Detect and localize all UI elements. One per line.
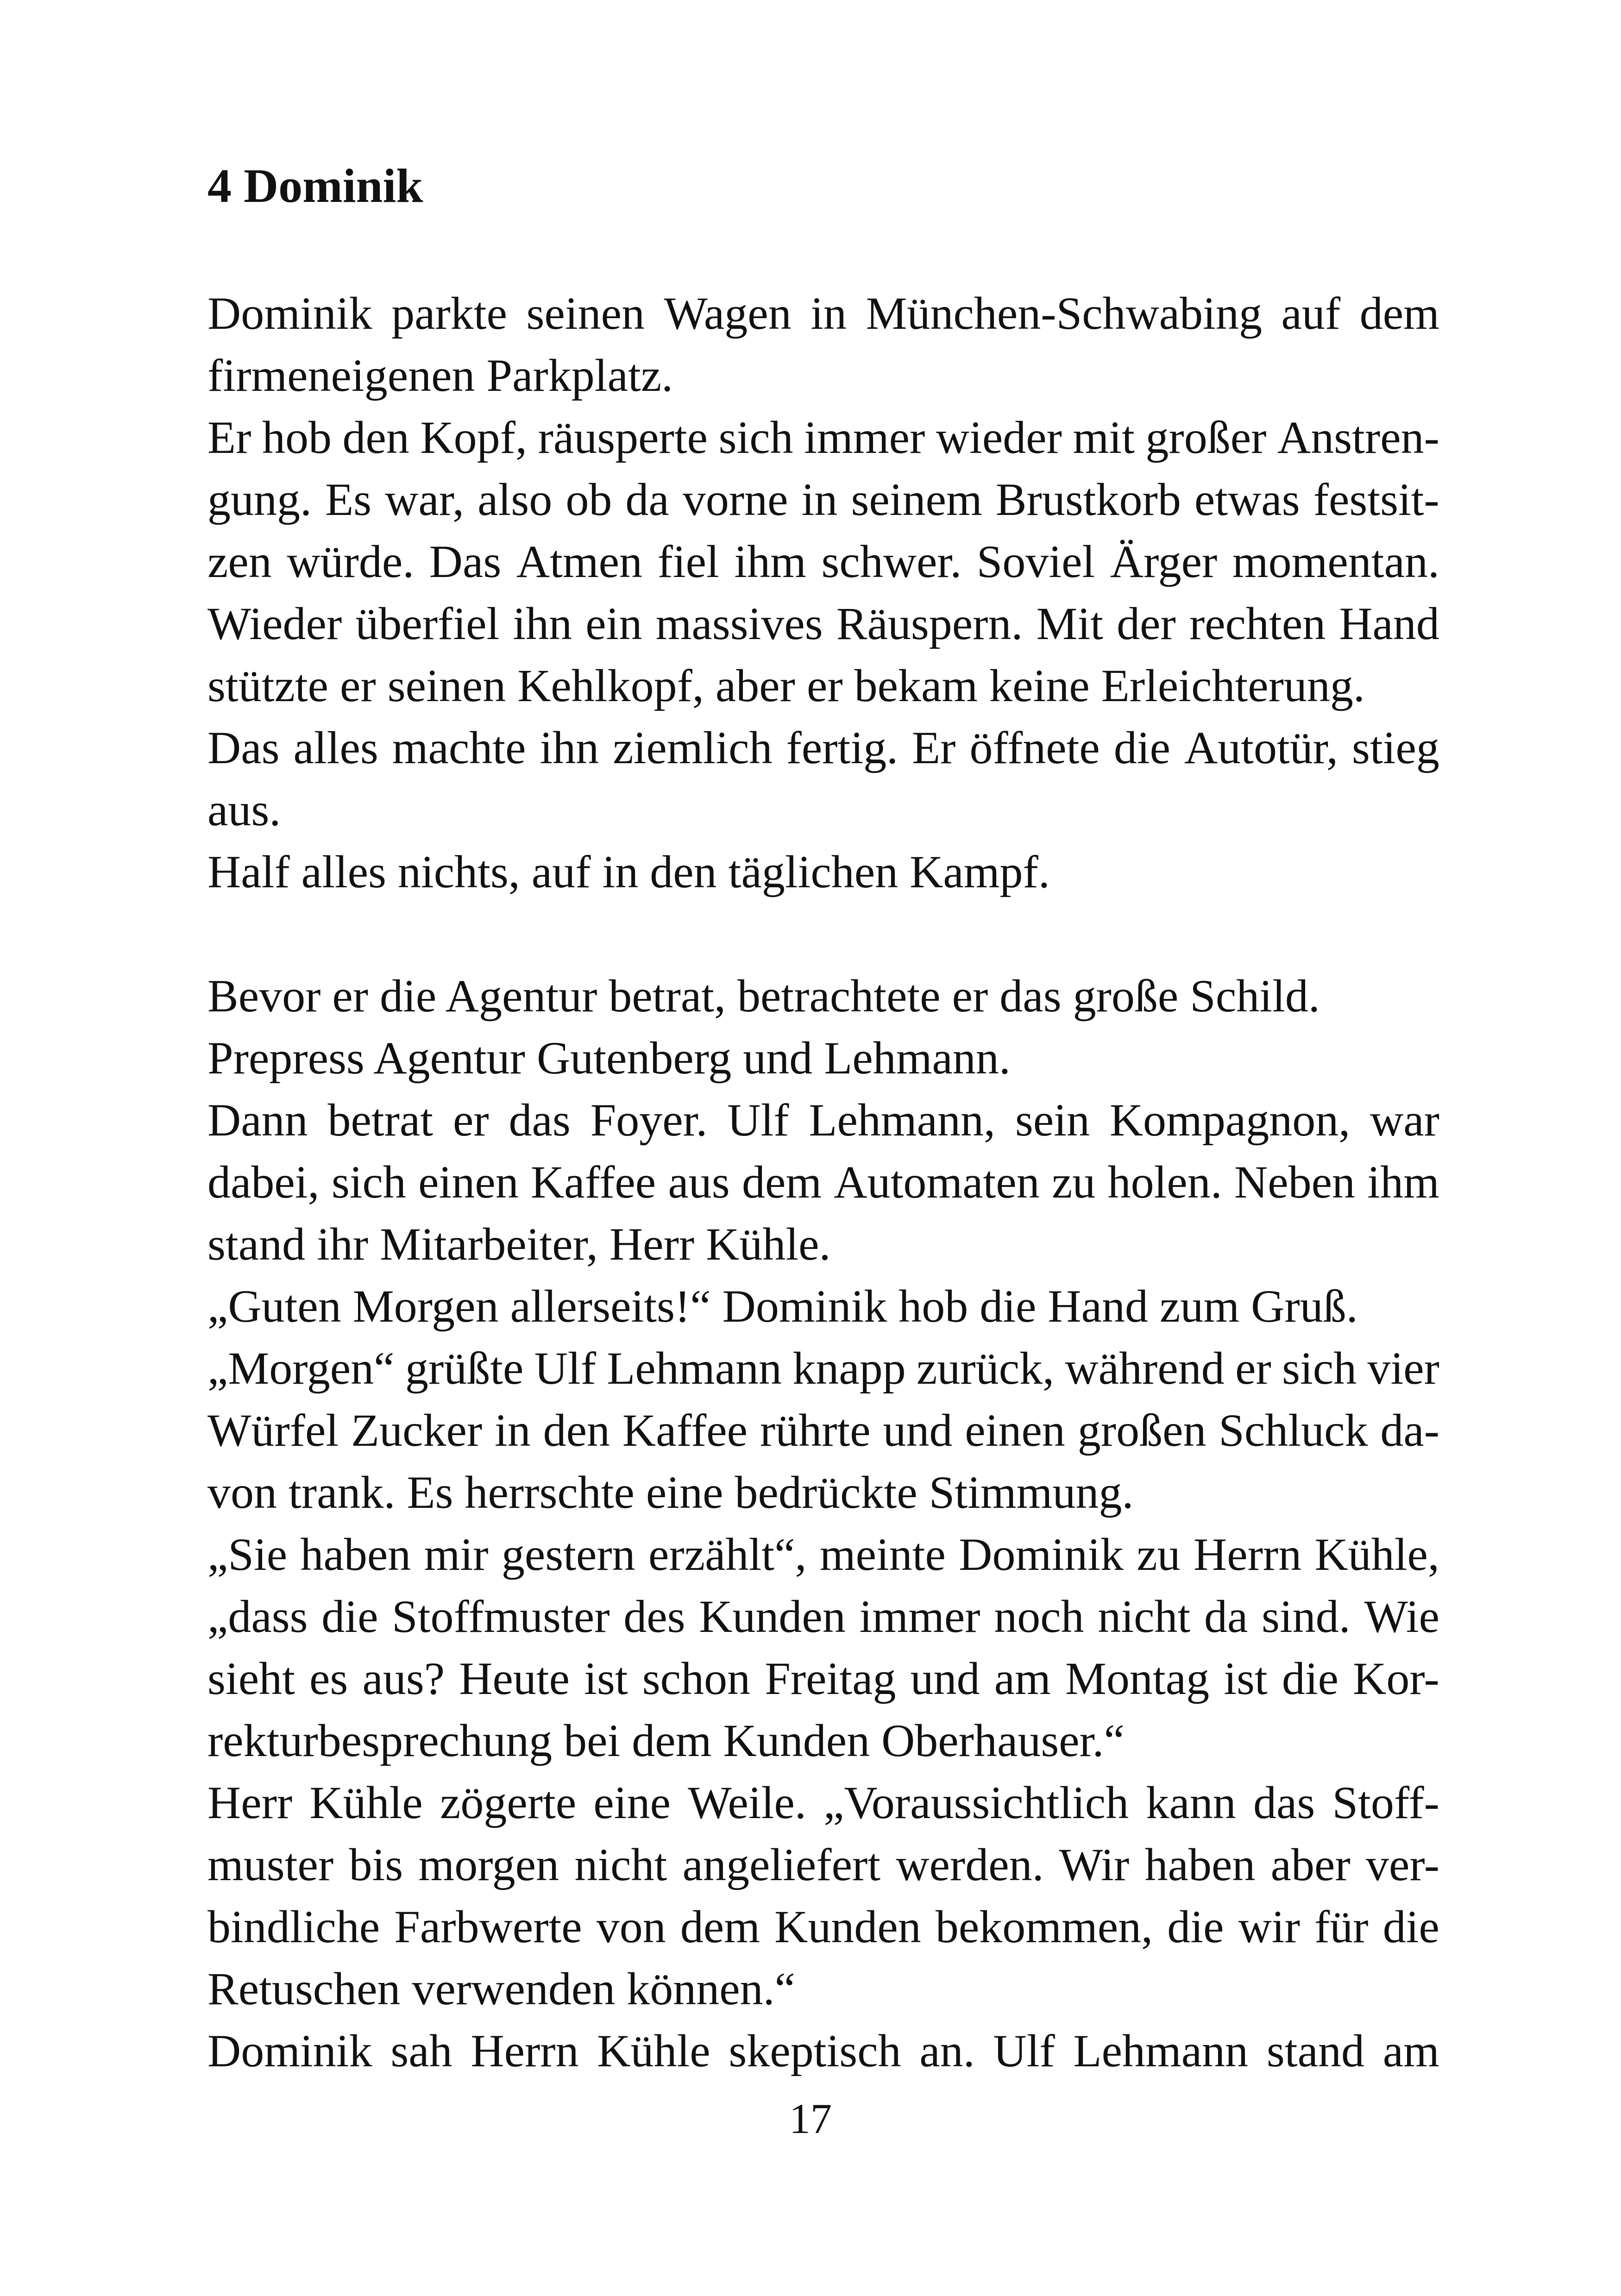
word: Kaffee [530, 1156, 656, 1208]
word: Ulf [534, 1342, 597, 1394]
word: er [1235, 1342, 1271, 1394]
word: sah [390, 2025, 452, 2076]
chapter-title: 4 Dominik [207, 159, 423, 213]
word: knapp [792, 1342, 906, 1394]
word: Kaffee [622, 1405, 748, 1456]
text-line [207, 1399, 1439, 1462]
word: da [625, 474, 669, 525]
text-line [207, 1524, 1439, 1586]
word: Ulf [993, 2025, 1055, 2076]
word: gestern [501, 1529, 635, 1580]
word: des [623, 1591, 685, 1642]
word: den [342, 412, 409, 463]
word: morgen [418, 1839, 559, 1890]
word: ist [584, 1653, 628, 1704]
word: Räuspern. [836, 598, 1023, 649]
word: momentan. [1232, 536, 1439, 587]
word: während [1065, 1342, 1225, 1394]
word: da- [1380, 1405, 1439, 1456]
word: Atmen [516, 536, 643, 587]
word: ihn [513, 598, 572, 649]
word: sind. [1262, 1591, 1351, 1642]
line-text: stützte er seinen Kehlkopf, aber er bekam keine Erleichterung. [207, 660, 1365, 711]
line-text: von trank. Es herrschte eine bedrückte Stimmung. [207, 1467, 1134, 1518]
word: Lehmann, [809, 1094, 996, 1146]
word: Kompagnon, [1109, 1094, 1351, 1146]
word: einen [965, 1405, 1065, 1456]
word: räusperte [538, 412, 708, 463]
word: grüßte [405, 1342, 524, 1394]
word: Automaten [834, 1156, 1040, 1208]
word: vorne [682, 474, 788, 525]
text-line [207, 593, 1439, 655]
word: erzählt“, [648, 1529, 807, 1580]
word: großer [1145, 412, 1267, 463]
text-line [207, 1896, 1439, 1958]
word: Schluck [1219, 1405, 1368, 1456]
word: mit [1073, 412, 1135, 463]
word: Er [207, 412, 251, 463]
word: die [1382, 1901, 1439, 1952]
line-text: firmeneigenen Parkplatz. [207, 350, 673, 401]
word: Kühle, [1314, 1529, 1439, 1580]
word: nicht [574, 1839, 667, 1890]
word: kann [1146, 1777, 1236, 1828]
word: Neben [1234, 1156, 1356, 1208]
word: machte [392, 722, 526, 773]
word: Herr [207, 1777, 293, 1828]
word: Freitag [765, 1653, 896, 1704]
word: Kühle [309, 1777, 423, 1828]
word: Anstren- [1277, 412, 1439, 463]
line-text: Prepress Agentur Gutenberg und Lehmann. [207, 1032, 1011, 1084]
body-text [207, 282, 1439, 2082]
word: Kor- [1353, 1653, 1439, 1704]
word: holen. [1107, 1156, 1222, 1208]
word: sein [1015, 1094, 1090, 1146]
word: Heute [459, 1653, 570, 1704]
word: haben [300, 1529, 411, 1580]
word: zu [1137, 1529, 1181, 1580]
word: war, [385, 474, 465, 525]
word: Wagen [664, 288, 792, 339]
word: „Morgen“ [207, 1342, 395, 1394]
word: Er [912, 722, 956, 773]
word: immer [859, 1591, 980, 1642]
line-text: „Guten Morgen allerseits!“ Dominik hob die Hand zum Gruß. [207, 1280, 1358, 1332]
word: zu [1051, 1156, 1096, 1208]
word: fiel [657, 536, 719, 587]
word: die [1282, 1653, 1339, 1704]
word: ziemlich [613, 722, 773, 773]
word: Weile. [688, 1777, 806, 1828]
word: es [309, 1653, 348, 1704]
word: rechten [1189, 598, 1326, 649]
word: zurück, [917, 1342, 1055, 1394]
word: Ulf [727, 1094, 789, 1146]
word: dem [1359, 288, 1439, 339]
word: Zucker [351, 1405, 483, 1456]
text-line [207, 407, 1439, 469]
text-line [207, 1275, 1439, 1337]
text-line [207, 1834, 1439, 1896]
page-number: 17 [789, 2095, 832, 2142]
word: skeptisch [729, 2025, 901, 2076]
word: die [1113, 722, 1170, 773]
word: seinen [526, 288, 645, 339]
word: ver- [1366, 1839, 1439, 1890]
word: „Voraussichtlich [823, 1777, 1129, 1828]
word: hob [262, 412, 332, 463]
word: also [478, 474, 553, 525]
text-line [207, 2020, 1439, 2082]
word: großen [1077, 1405, 1206, 1456]
word: immer [804, 412, 925, 463]
word: Wie [1364, 1591, 1439, 1642]
text-line [207, 1586, 1439, 1648]
word: aus [668, 1156, 730, 1208]
word: sieht [207, 1653, 295, 1704]
word: Herrn [471, 2025, 579, 2076]
word: Kunden [699, 1591, 846, 1642]
word: sich [718, 412, 793, 463]
word: Dominik [207, 288, 372, 339]
text-line [207, 1213, 1439, 1275]
word: dabei, [207, 1156, 320, 1208]
word: Mit [1036, 598, 1104, 649]
word: Brustkorb [995, 474, 1181, 525]
word: der [1117, 598, 1176, 649]
word: ihn [540, 722, 599, 773]
line-text: aus. [207, 784, 281, 835]
text-line [207, 1648, 1439, 1710]
word: Lehmann [607, 1342, 782, 1394]
word: Dominik [207, 2025, 372, 2076]
word: vier [1367, 1342, 1439, 1394]
word: Herrn [1193, 1529, 1302, 1580]
word: dem [680, 1901, 760, 1952]
word: München-Schwabing [866, 288, 1262, 339]
word: öffnete [969, 722, 1100, 773]
word: das [1253, 1777, 1315, 1828]
word: gung. [207, 474, 312, 525]
word: schon [642, 1653, 751, 1704]
word: bindliche [207, 1901, 380, 1952]
word: bekommen, [935, 1901, 1153, 1952]
word: zögerte [440, 1777, 577, 1828]
text-line [207, 1462, 1439, 1524]
word: ein [585, 598, 642, 649]
word: am [1382, 2025, 1439, 2076]
word: Stoffmuster [392, 1591, 610, 1642]
word: in [495, 1405, 531, 1456]
word: festsit- [1313, 474, 1439, 525]
text-line [207, 1772, 1439, 1834]
word: an. [919, 2025, 975, 2076]
word: dem [741, 1156, 822, 1208]
word: Wieder [207, 598, 342, 649]
word: in [810, 288, 847, 339]
line-text: Half alles nichts, auf in den täglichen Kampf. [207, 846, 1050, 897]
word: „dass [207, 1591, 308, 1642]
text-line [207, 282, 1439, 345]
word: bis [349, 1839, 403, 1890]
text-line [207, 1958, 1439, 2020]
text-line [207, 469, 1439, 531]
word: alles [293, 722, 378, 773]
word: ihm [734, 536, 806, 587]
word: und [910, 1653, 980, 1704]
text-line [207, 345, 1439, 407]
word: „Sie [207, 1529, 288, 1580]
word: nicht [1098, 1591, 1191, 1642]
word: stieg [1352, 722, 1439, 773]
word: würde. [287, 536, 415, 587]
text-line [207, 1027, 1439, 1089]
word: die [321, 1591, 378, 1642]
word: parkte [391, 288, 507, 339]
word: mir [424, 1529, 489, 1580]
word: Ärger [1110, 536, 1218, 587]
word: Soviel [976, 536, 1095, 587]
word: ist [1224, 1653, 1268, 1704]
word: werden. [896, 1839, 1044, 1890]
word: etwas [1194, 474, 1300, 525]
word: Würfel [207, 1405, 339, 1456]
word: wir [1238, 1901, 1300, 1952]
word: Kunden [774, 1901, 921, 1952]
word: schwer. [821, 536, 962, 587]
word: Hand [1339, 598, 1439, 649]
word: Lehmann [1073, 2025, 1249, 2076]
word: in [801, 474, 838, 525]
word: meinte [819, 1529, 946, 1580]
word: den [543, 1405, 610, 1456]
word: sich [1282, 1342, 1357, 1394]
word: ob [565, 474, 612, 525]
line-text: stand ihr Mitarbeiter, Herr Kühle. [207, 1218, 831, 1270]
word: Farbwerte [394, 1901, 582, 1952]
word: Dominik [959, 1529, 1124, 1580]
word: Autotür, [1184, 722, 1338, 773]
text-line [207, 779, 1439, 841]
word: einen [418, 1156, 519, 1208]
word: und [883, 1405, 953, 1456]
word: die [1167, 1901, 1224, 1952]
word: massives [655, 598, 823, 649]
word: auf [1281, 288, 1341, 339]
word: wieder [936, 412, 1062, 463]
word: betrat [327, 1094, 434, 1146]
word: Wir [1059, 1839, 1130, 1890]
word: Montag [1065, 1653, 1210, 1704]
word: angeliefert [682, 1839, 881, 1890]
word: rührte [760, 1405, 871, 1456]
word: Es [325, 474, 372, 525]
word: sich [331, 1156, 406, 1208]
word: Kühle [597, 2025, 710, 2076]
word: für [1314, 1901, 1369, 1952]
text-line [207, 1151, 1439, 1213]
word: Stoff- [1332, 1777, 1439, 1828]
word: aus? [362, 1653, 445, 1704]
word: aber [1270, 1839, 1351, 1890]
word: da [1204, 1591, 1248, 1642]
word: fertig. [786, 722, 898, 773]
word: am [994, 1653, 1051, 1704]
word: eine [593, 1777, 671, 1828]
word: von [596, 1901, 666, 1952]
word: stand [1266, 2025, 1364, 2076]
line-text: Bevor er die Agentur betrat, betrachtete er das große Schild. [207, 970, 1320, 1022]
word: zen [207, 536, 272, 587]
word: muster [207, 1839, 334, 1890]
line-text: Retuschen verwenden können.“ [207, 1963, 795, 2014]
word: seinem [851, 474, 982, 525]
word: er [452, 1094, 489, 1146]
word: Dann [207, 1094, 308, 1146]
word: Das [207, 722, 280, 773]
text-line [207, 655, 1439, 717]
word: Foyer. [590, 1094, 708, 1146]
text-line [207, 717, 1439, 779]
text-line [207, 1337, 1439, 1399]
word: war [1370, 1094, 1439, 1146]
word: Das [429, 536, 502, 587]
word: Kopf, [420, 412, 527, 463]
text-line [207, 1089, 1439, 1151]
word: ihm [1367, 1156, 1439, 1208]
paragraph-break [207, 903, 1439, 965]
word: noch [994, 1591, 1084, 1642]
word: überfiel [355, 598, 500, 649]
text-line [207, 965, 1439, 1027]
text-line [207, 1710, 1439, 1772]
text-line [207, 531, 1439, 593]
word: das [509, 1094, 571, 1146]
line-text: rekturbesprechung bei dem Kunden Oberhauser.“ [207, 1715, 1125, 1766]
word: haben [1144, 1839, 1256, 1890]
text-line [207, 841, 1439, 903]
